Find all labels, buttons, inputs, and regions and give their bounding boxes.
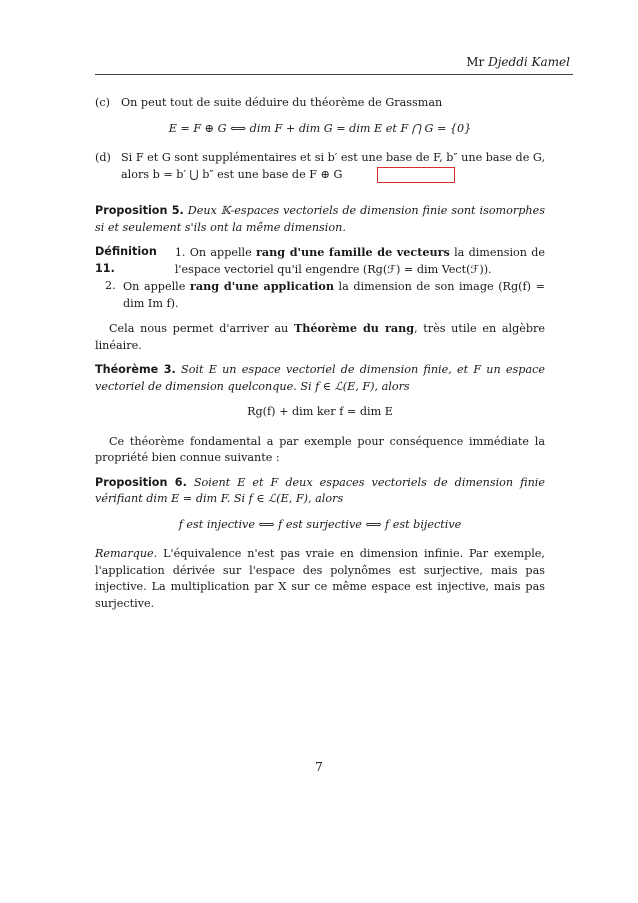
item-c-text: On peut tout de suite déduire du théorème de Grassman <box>121 96 443 109</box>
proposition-5-head: Proposition 5. <box>95 204 184 217</box>
definition-11 <box>95 244 545 312</box>
para1-post: , très utile en algèbre linéaire. <box>95 322 545 352</box>
def11-item2-bold: rang d'une application <box>189 279 334 293</box>
page-number: 7 <box>315 760 323 774</box>
def11-item2-num: 2. <box>105 279 116 292</box>
item-d-text-wrap <box>121 150 545 183</box>
proposition-5 <box>95 203 545 236</box>
red-box-annotation <box>377 167 455 183</box>
header-mr: Mr <box>466 55 485 69</box>
para1-pre: Cela nous permet d'arriver au <box>109 322 289 335</box>
definition-11-item-2 <box>95 278 545 312</box>
theorem-3-text: Soit E un espace vectoriel de dimension finie, et F un espace vectoriel de dimension quelconque. Si f ∈ ℒ(E, F), alors <box>95 363 546 393</box>
item-d-label: (d) <box>95 151 111 164</box>
paragraph-rank-intro <box>95 320 545 354</box>
remark <box>95 546 545 612</box>
item-c <box>95 95 545 112</box>
para1-bold: Théorème du rang <box>293 321 415 335</box>
def11-item2-post: la dimension de son image (Rg(f) = dim Im f). <box>123 280 545 310</box>
remark-head: Remarque. <box>95 547 158 560</box>
def11-item1-pre: On appelle <box>189 246 252 259</box>
header-rule <box>95 74 573 75</box>
def11-item1-num: 1. <box>174 246 186 259</box>
running-header <box>466 55 570 69</box>
header-author-name: Djeddi Kamel <box>488 55 570 69</box>
definition-11-head: Définition 11. <box>95 245 157 275</box>
equivalence-formula: f est injective ⟺ f est surjective ⟺ f est bijective <box>178 517 462 531</box>
definition-11-first-line <box>95 244 545 278</box>
paragraph-consequence: Ce théorème fondamental a par exemple pour conséquence immédiate la propriété bien connue suivante : <box>95 434 545 464</box>
item-c-label: (c) <box>95 96 110 109</box>
definition-11-item-1 <box>175 244 545 278</box>
def11-item1-bold: rang d'une famille de vecteurs <box>256 245 450 259</box>
page-body <box>95 95 545 612</box>
item-d <box>95 150 545 183</box>
grassman-formula: E = F ⊕ G ⟺ dim F + dim G = dim E et F ⋂ G = {0} <box>168 121 472 135</box>
proposition-5-text: Deux 𝕂-espaces vectoriels de dimension finie sont isomorphes si et seulement s'ils ont la même dimension. <box>95 204 545 234</box>
remark-text: L'équivalence n'est pas vraie en dimension infinie. Par exemple, l'application dérivée sur l'espace des polynômes est surjective, mais pas injective. La multiplication par X sur ce même espace est injective, mais pas surjective. <box>95 547 545 610</box>
proposition-6 <box>95 475 545 508</box>
theorem-3 <box>95 362 545 395</box>
proposition-6-text: Soient E et F deux espaces vectoriels de dimension finie vérifiant dim E = dim F. Si f ∈ ℒ(E, F), alors <box>95 475 545 505</box>
proposition-6-head: Proposition 6. <box>95 475 187 489</box>
def11-item1-post: la dimension de l'espace vectoriel qu'il engendre (Rg(ℱ) = dim Vect(ℱ)). <box>174 246 546 276</box>
def11-item2-pre: On appelle <box>123 280 186 293</box>
item-d-text: Si F et G sont supplémentaires et si b′ est une base de F, b″ une base de G, alors b = b′ ⋃ b″ est une base de F ⊕ G <box>121 151 545 181</box>
theorem-3-head: Théorème 3. <box>95 363 176 376</box>
rank-formula: Rg(f) + dim ker f = dim E <box>247 405 393 418</box>
